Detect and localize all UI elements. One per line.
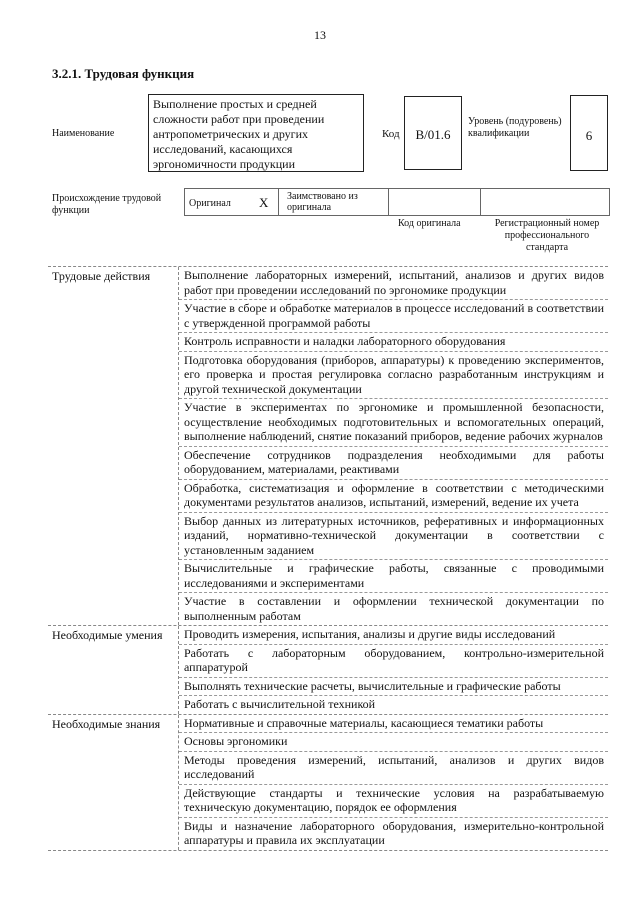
function-name-box: Выполнение простых и средней сложности работ при проведении антропометрических и других исследований, касающихся эргономичности продукции xyxy=(148,94,364,172)
reg-number-label: Регистрационный номер профессионального стандарта xyxy=(494,218,600,253)
code-original-label: Код оригинала xyxy=(398,218,461,229)
section-items xyxy=(178,626,608,714)
page-number: 13 xyxy=(314,28,326,42)
list-item: Работать с вычислительной техникой xyxy=(184,697,376,711)
list-item: Обработка, систематизация и оформление в соответствии с методическими документами результатов анализов, испытаний, измерений, ведение их учета xyxy=(179,480,608,513)
origin-label: Происхождение трудовой функции xyxy=(52,193,162,216)
list-item: Контроль исправности и наладки лабораторного оборудования xyxy=(179,333,608,352)
qualification-level-box: 6 xyxy=(570,95,608,171)
section-row-labor-actions xyxy=(48,267,608,626)
section-label: Трудовые действия xyxy=(52,269,151,283)
list-item: Основы эргономики xyxy=(179,733,608,752)
code-box: В/01.6 xyxy=(404,96,462,170)
origin-cell-reg-number xyxy=(481,189,609,215)
section-title: 3.2.1. Трудовая функция xyxy=(52,66,195,81)
list-item: Участие в сборе и обработке материалов в процессе исследований в соответствии с утвержденной программой работы xyxy=(179,300,608,333)
list-item: Работать с лабораторным оборудованием, контрольно-измерительной аппаратурой xyxy=(179,645,608,678)
function-details-table xyxy=(48,266,608,851)
name-label: Наименование xyxy=(52,128,115,139)
list-item: Виды и назначение лабораторного оборудования, измерительно-контрольной аппаратуры и правила их эксплуатации xyxy=(184,818,604,847)
code-label: Код xyxy=(382,128,400,140)
original-label: Оригинал xyxy=(189,198,231,209)
list-item: Участие в экспериментах по эргономике и промышленной безопасности, осуществление необходимых подготовительных и вспомогательных операций, выполнение наблюдений, снятие показаний приборов, ведение рабочих журналов xyxy=(179,399,608,447)
origin-table xyxy=(184,188,610,216)
origin-cell-original xyxy=(185,189,279,215)
list-item: Методы проведения измерений, испытаний, анализов и других видов исследований xyxy=(179,752,608,785)
original-mark: X xyxy=(259,195,269,210)
list-item: Вычислительные и графические работы, связанные с проводимыми исследованиями и экспериментами xyxy=(179,560,608,593)
origin-cell-borrowed xyxy=(279,189,389,215)
list-item: Обеспечение сотрудников подразделения необходимыми для работы оборудованием, материалами, реактивами xyxy=(179,447,608,480)
section-items xyxy=(178,267,608,625)
list-item: Проводить измерения, испытания, анализы и другие виды исследований xyxy=(179,626,608,645)
section-label: Необходимые знания xyxy=(52,716,161,731)
qualification-level-label: Уровень (подуровень) квалификации xyxy=(468,116,562,139)
borrowed-label: Заимствовано из оригинала xyxy=(287,191,358,213)
section-row-knowledge xyxy=(48,715,608,851)
list-item: Подготовка оборудования (приборов, аппаратуры) к проведению экспериментов, его проверка и простая регулировка согласно разработанным инструкциям и другой технической документации xyxy=(179,352,608,400)
list-item: Нормативные и справочные материалы, касающиеся тематики работы xyxy=(179,715,608,734)
section-label: Необходимые умения xyxy=(52,628,163,642)
list-item: Участие в составлении и оформлении технической документации по выполненным работам xyxy=(184,594,604,623)
origin-cell-code xyxy=(389,189,481,215)
list-item: Выбор данных из литературных источников, реферативных и информационных изданий, нормативно-технической документации в соответствии с установленным заданием xyxy=(179,513,608,561)
list-item: Действующие стандарты и технические условия на разрабатываемую техническую документацию, порядок ее оформления xyxy=(179,785,608,818)
list-item: Выполнять технические расчеты, вычислительные и графические работы xyxy=(179,678,608,697)
section-row-skills xyxy=(48,626,608,715)
section-items xyxy=(178,715,608,850)
list-item: Выполнение лабораторных измерений, испытаний, анализов и других видов работ при проведении исследований по эргономике продукции xyxy=(179,267,608,300)
